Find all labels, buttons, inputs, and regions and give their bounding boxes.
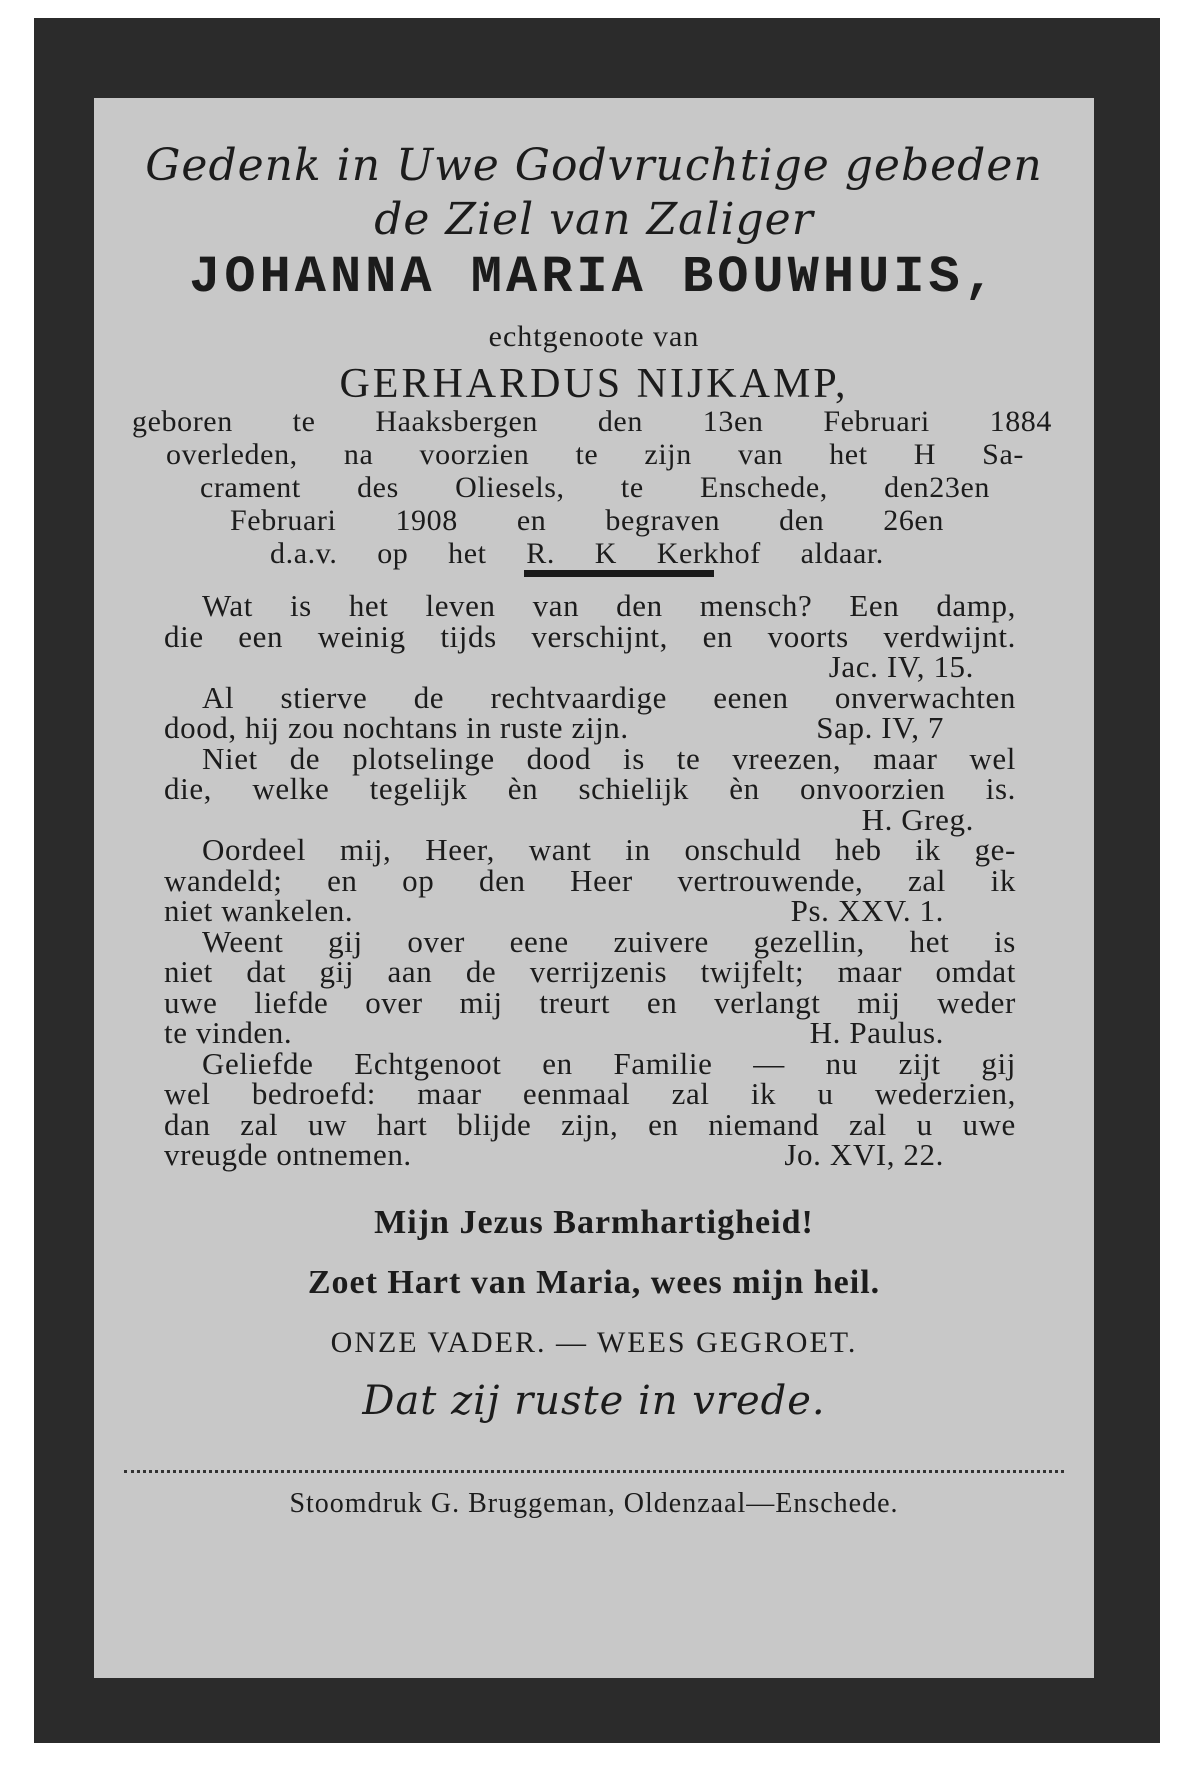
verse-source: Ps. XXV. 1.	[790, 893, 944, 928]
word: op	[402, 862, 435, 898]
word: rechtvaardige	[490, 679, 667, 715]
word: het	[909, 923, 950, 959]
word: 1908	[395, 504, 458, 537]
word: Familie	[613, 1045, 713, 1081]
word: Haaksbergen	[375, 405, 538, 438]
word: dood	[526, 740, 592, 776]
word: over	[365, 984, 423, 1020]
verse-last-line: dood, hij zou nochtans in ruste zijn.	[164, 710, 629, 745]
word: zal	[671, 1076, 710, 1111]
word: en	[516, 504, 547, 537]
verse-source: Jac. IV, 15.	[828, 649, 974, 684]
word: eene	[509, 923, 569, 959]
word: schielijk	[578, 771, 689, 806]
word: crament	[200, 471, 301, 504]
word: te	[575, 438, 599, 471]
prayer-line-2: Zoet Hart van Maria, wees mijn heil.	[307, 1264, 881, 1301]
word: eenmaal	[522, 1076, 631, 1111]
word: zal	[848, 1106, 887, 1142]
word: Februari	[823, 405, 930, 438]
word: te	[676, 740, 701, 776]
word: op	[377, 537, 409, 570]
word: Wat	[202, 588, 253, 623]
word: vreezen,	[732, 740, 842, 776]
word: eenen	[713, 679, 789, 715]
word: dat	[246, 954, 287, 989]
word: weder	[937, 984, 1016, 1020]
word: in	[625, 832, 651, 867]
word: nu	[825, 1045, 858, 1081]
word: die,	[164, 771, 213, 806]
word: de	[413, 679, 445, 715]
word: uwe	[164, 984, 218, 1020]
word: niet	[164, 954, 213, 989]
word: Oliesels,	[455, 471, 565, 504]
word: te	[292, 405, 316, 438]
word: plotselinge	[352, 740, 495, 776]
word: den	[597, 405, 643, 438]
word: Al	[202, 679, 235, 715]
verse-source: Jo. XVI, 22.	[784, 1137, 944, 1172]
word: is	[622, 740, 645, 776]
divider-rule	[524, 570, 714, 577]
word: geboren	[132, 405, 233, 438]
word: èn	[729, 771, 760, 806]
word: uw	[307, 1106, 348, 1142]
word: en	[327, 862, 358, 898]
word: R.	[526, 537, 555, 570]
word: u	[916, 1106, 933, 1142]
prayer-line-1: Mijn Jezus Barmhartigheid!	[374, 1204, 814, 1241]
biography-line	[166, 438, 1024, 472]
word: begraven	[605, 504, 721, 537]
word: blijde	[457, 1106, 532, 1142]
word: is.	[985, 771, 1016, 806]
word: —	[753, 1045, 785, 1081]
word: hart	[376, 1106, 428, 1142]
word: wandeld;	[164, 862, 283, 898]
word: gij	[319, 954, 355, 989]
word: mij	[857, 984, 901, 1020]
dotted-divider	[124, 1470, 1064, 1473]
word: dan	[164, 1106, 211, 1142]
word: Echtgenoot	[354, 1045, 502, 1081]
word: stierve	[280, 679, 368, 715]
word: gezellin,	[753, 923, 865, 959]
word: den	[616, 588, 663, 623]
word: wel	[969, 740, 1016, 776]
word: ge-	[974, 832, 1016, 867]
word: twijfelt;	[700, 954, 805, 989]
word: omdat	[935, 954, 1016, 989]
word: den	[779, 504, 825, 537]
word: èn	[507, 771, 539, 806]
word: heb	[835, 832, 882, 867]
word: zijn,	[561, 1106, 619, 1142]
word: verlangt	[714, 984, 821, 1020]
verse-last-line: vreugde ontnemen.	[164, 1137, 412, 1172]
word: zuivere	[613, 923, 709, 959]
word: overleden,	[166, 438, 298, 471]
word: Heer,	[425, 832, 495, 867]
word: van	[737, 438, 784, 471]
word: onverwachten	[834, 679, 1016, 715]
word: Oordeel	[202, 832, 307, 867]
word: gij	[981, 1045, 1016, 1081]
deceased-name: JOHANNA MARIA BOUWHUIS,	[189, 248, 999, 307]
verse-source: H. Paulus.	[809, 1015, 944, 1050]
word: het	[448, 537, 487, 570]
word: het	[348, 588, 389, 623]
word: de	[465, 954, 497, 989]
memorial-card-panel	[94, 98, 1094, 1678]
word: en	[702, 618, 734, 654]
word: over	[407, 923, 465, 959]
heading-line-1: Gedenk in Uwe Godvruchtige gebeden	[145, 140, 1043, 191]
word: Februari	[230, 504, 337, 537]
word: en	[542, 1045, 573, 1081]
word: treurt	[539, 984, 611, 1020]
word: maar	[417, 1076, 482, 1111]
word: den23en	[884, 471, 990, 504]
biography-line	[230, 504, 944, 538]
word: uwe	[962, 1106, 1016, 1142]
word: d.a.v.	[270, 537, 338, 570]
printer-imprint: Stoomdruk G. Bruggeman, Oldenzaal—Enschede.	[289, 1488, 899, 1519]
word: onvoorzien	[800, 771, 946, 806]
word: welke	[252, 771, 330, 806]
word: voorts	[767, 618, 849, 654]
word: des	[357, 471, 399, 504]
word: Een	[849, 588, 900, 623]
word: ik	[750, 1076, 777, 1111]
word: bedroefd:	[251, 1076, 377, 1111]
word: mij,	[339, 832, 392, 867]
closing-line: Dat zij ruste in vrede.	[362, 1378, 826, 1424]
word: zijt	[898, 1045, 941, 1081]
word: zijn	[644, 438, 692, 471]
word: verrijzenis	[529, 954, 668, 989]
word: Sa-	[982, 438, 1024, 471]
word: verschijnt,	[531, 618, 668, 654]
word: den	[478, 862, 526, 898]
spouse-name: GERHARDUS NIJKAMP,	[339, 361, 849, 407]
word: maar	[837, 954, 903, 989]
word: want	[528, 832, 592, 867]
word: zal	[240, 1106, 279, 1142]
word: mij	[459, 984, 503, 1020]
biography-line	[270, 537, 884, 571]
word: aan	[387, 954, 433, 989]
word: ik	[915, 832, 941, 867]
word: weinig	[317, 618, 406, 654]
word: gij	[328, 923, 363, 959]
word: liefde	[254, 984, 329, 1020]
word: mensch?	[699, 588, 813, 623]
word: van	[532, 588, 580, 623]
word: Heer	[570, 862, 633, 898]
word: niemand	[708, 1106, 820, 1142]
word: K	[594, 537, 617, 570]
word: Weent	[202, 923, 284, 959]
word: het	[829, 438, 868, 471]
prayer-line-3: ONZE VADER. — WEES GEGROET.	[330, 1326, 858, 1359]
heading-line-2: de Ziel van Zaliger	[374, 194, 814, 245]
word: een	[238, 618, 284, 654]
word: die	[164, 618, 204, 654]
word: en	[646, 984, 678, 1020]
word: verdwijnt.	[883, 618, 1016, 654]
memorial-card-border	[34, 18, 1160, 1743]
word: is	[289, 588, 312, 623]
word: Kerkhof	[656, 537, 761, 570]
word: tegelijk	[369, 771, 468, 806]
word: te	[620, 471, 644, 504]
word: en	[648, 1106, 679, 1142]
biography-line	[132, 405, 1052, 439]
word: damp,	[936, 588, 1016, 623]
word: u	[817, 1076, 834, 1111]
word: is	[994, 923, 1016, 959]
word: 1884	[989, 405, 1052, 438]
relation-text: echtgenoote van	[488, 320, 700, 353]
verse-source: H. Greg.	[861, 801, 974, 837]
word: aldaar.	[800, 537, 884, 570]
word: wederzien,	[874, 1076, 1016, 1111]
word: Niet	[202, 740, 258, 776]
word: ik	[990, 862, 1016, 898]
word: na	[343, 438, 374, 471]
word: voorzien	[419, 438, 530, 471]
word: leven	[425, 588, 496, 623]
word: vertrouwende,	[677, 862, 864, 898]
word: H	[913, 438, 937, 471]
word: 13en	[702, 405, 764, 438]
word: tijds	[440, 618, 497, 654]
word: maar	[873, 740, 938, 776]
verse-last-line: te vinden.	[164, 1015, 293, 1050]
word: zal	[908, 862, 946, 898]
biography-line	[200, 471, 990, 505]
verse-last-line: niet wankelen.	[164, 893, 354, 928]
word: 26en	[883, 504, 944, 537]
word: Geliefde	[202, 1045, 314, 1081]
verse-source: Sap. IV, 7	[816, 710, 944, 745]
word: Enschede,	[700, 471, 828, 504]
word: de	[289, 740, 321, 776]
word: onschuld	[684, 832, 802, 867]
word: wel	[164, 1076, 211, 1111]
